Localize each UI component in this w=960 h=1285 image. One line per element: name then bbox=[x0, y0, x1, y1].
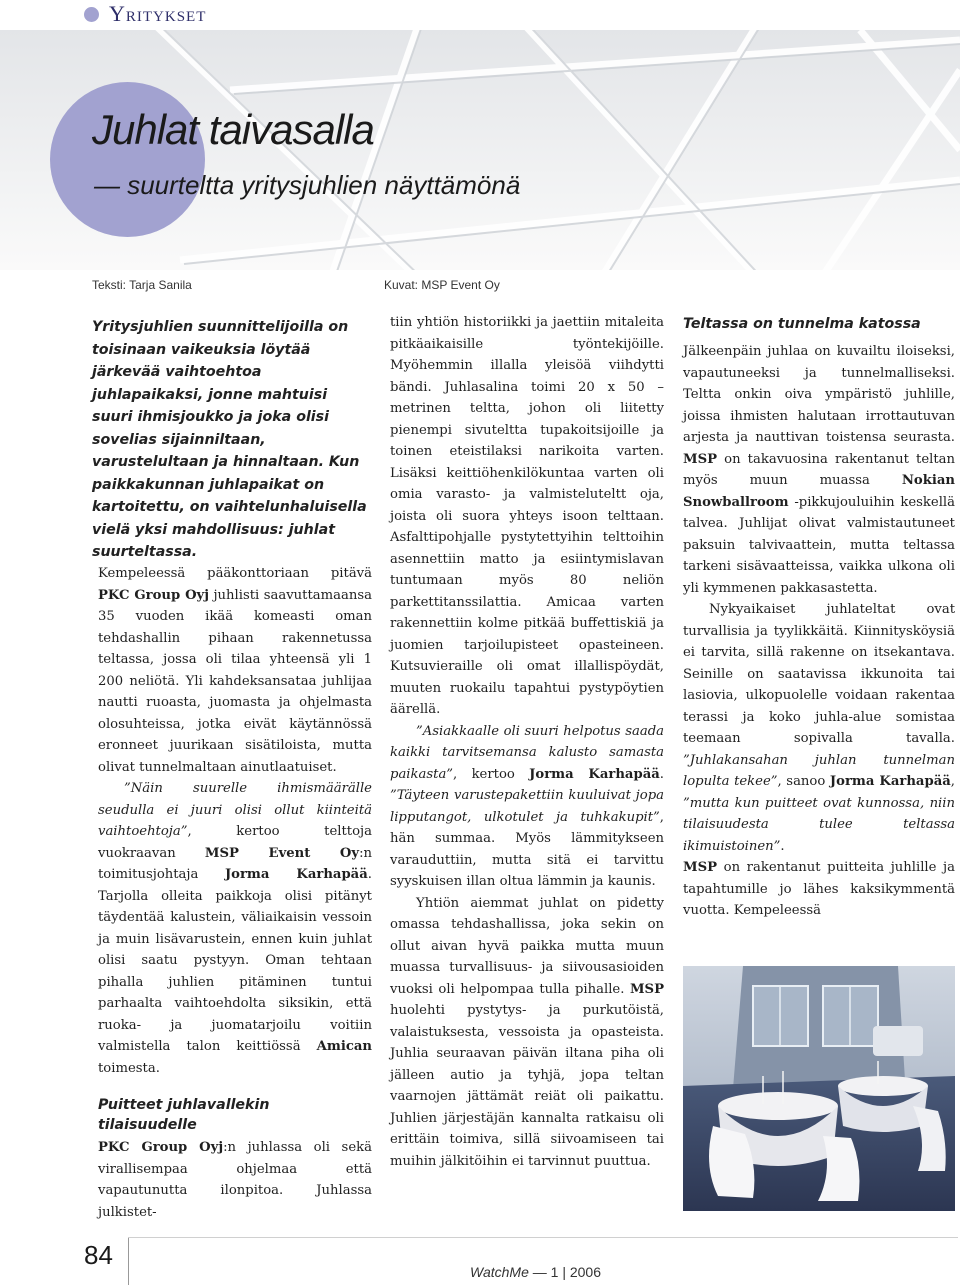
quote: ”Juhlakansahan juhlan tunnelman lopulta tekee” bbox=[683, 752, 955, 789]
issue-number: — 1 | 2006 bbox=[528, 1264, 602, 1280]
page-number-divider bbox=[128, 1237, 129, 1285]
page-number: 84 bbox=[84, 1240, 113, 1270]
quote: ”mutta kun puitteet ovat kunnossa, niin tilaisuudesta tulee teltassa ikimuistoinen” bbox=[683, 795, 955, 854]
body-paragraph: Yhtiön aiemmat juhlat on pidetty omassa tehdashallissa, joka sekin on ollut aivan hyvä paikka mutta muun muassa turvallisuus- ja siivousasioiden vuoksi oli helpompaa tulla pihalle. MSP huolehti pystytys- ja purkutöistä, valaistuksesta, vessoista ja opasteista. Juhlia seuraavan päivän iltana piha oli jälleen autio ja tyhjä, jopa teltan vaarnojen jättämät reiät oli paikattu. Juhlien järjestäjän kannalta ratkaisu oli erittäin toimiva, sillä siivoamiseen tai muihin jälkitöihin ei tarvinnut puuttua. bbox=[390, 895, 664, 1169]
section-subheading: Teltassa on tunnelma katossa bbox=[683, 316, 921, 332]
lead-paragraph: Yritysjuhlien suunnittelijoilla on toisinaan vaikeuksia löytää järkevää vaihtoehtoa juhlapaikaksi, jonne mahtuisi suuri ihmisjoukko ja joka olisi sovelias sijainniltaan, varustelultaan ja hinnaltaan. Kun paikkakunnan juhlapaikat on kartoitettu, on vaihtelunhaluisella vielä yksi mahdollisuus: juhlat suurteltassa. bbox=[92, 319, 367, 560]
magazine-name: WatchMe bbox=[470, 1264, 529, 1280]
section-dot-icon bbox=[84, 7, 99, 22]
body-paragraph: MSP on rakentanut puitteita juhlille ja tapahtumille jo lähes kaksikymmentä vuotta. Kempeleessä bbox=[683, 860, 955, 918]
section-label: Yritykset bbox=[109, 1, 207, 26]
article-column-3 bbox=[683, 341, 955, 922]
body-paragraph: Kempeleessä pääkonttoriaan pitävä PKC Group Oyj juhlisti saavuttamaansa 35 vuoden ikää komeasti oman tehdashallin pihaan rakennetussa teltassa, jossa oli tilaa yhteensä yli 1 200 neliötä. Yli kahdeksansataa juhlijaa nautti ruoasta, juomasta ja ohjelmasta olosuhteissa, jotka eivät käytännössä eronneet juurikaan sisätiloista, mutta olivat tunnelmaltaan ainutlaatuiset. bbox=[98, 566, 372, 775]
section-tag bbox=[84, 2, 206, 26]
body-paragraph: Jälkeenpäin juhlaa on kuvailtu iloiseksi, vapautuneeksi ja tunnelmalliseksi. Teltta onkin oiva ympäristö juhlille, joissa ihmisten halutaan irrottautuvan arjesta ja nauttivan toistensa seurasta. MSP on takavuosina rakentanut teltan myös muun muassa Nokian Snowballroom -pikkujouluihin keskellä talvea. Juhlijat olivat valmistautuneet paksuin talvivaattein, mutta teltassa tarkeni sisävaatteissa, vaikka ulkona oli yli kymmenen pakkasastetta. bbox=[683, 344, 955, 596]
footer-issue bbox=[470, 1264, 601, 1280]
body-paragraph: ”Näin suurelle ihmismäärälle seudulla ei juuri olisi ollut kiinteitä vaihtoehtoja”, kertoo telttoja vuokraavan MSP Event Oy:n toimitusjohtaja Jorma Karhapää. Tarjolla olleita paikkoja olisi pitänyt täydentää kalustein, väliaikaisin vessoin ja muin lisävarustein, ennen kuin juhlat olisi saatu pystyyn. Oman tehtaan pihalla juhlien pitäminen tuntui parhaalta vaihtoehdolta siksikin, että ruoka- ja juomatarjoilu voitiin valmistella talon keittiössä Amican toimesta. bbox=[98, 781, 372, 1076]
photo-credit: Kuvat: MSP Event Oy bbox=[384, 278, 500, 292]
article-column-2 bbox=[390, 312, 664, 1172]
tent-interior-photo bbox=[683, 966, 955, 1211]
author-credit: Teksti: Tarja Sanila bbox=[92, 278, 192, 292]
hero-banner bbox=[0, 30, 960, 270]
section-subheading: Puitteet juhlavallekin tilaisuudelle bbox=[98, 1097, 270, 1133]
quote: ”Näin suurelle ihmismäärälle seudulla ei juuri olisi ollut kiinteitä vaihtoehtoja” bbox=[98, 781, 372, 839]
body-paragraph: ”Asiakkaalle oli suuri helpotus saada kaikki tarvitsemansa kalusto samasta paikasta”, kertoo Jorma Karhapää. ”Täyteen varustepakettiin kuuluivat jopa lipputangot, ulkotulet ja tuhkakupit”, hän summaa. Myös lämmitykseen varauduttiin, mutta sitä ei tarvittu syyskuisen illan oltua lämmin ja kaunis. bbox=[390, 723, 664, 889]
quote: ”Täyteen varustepakettiin kuuluivat jopa lipputangot, ulkotulet ja tuhkakupit” bbox=[390, 788, 664, 825]
body-paragraph: PKC Group Oyj:n juhlassa oli sekä virallisempaa ohjelmaa että vapautunutta ilonpitoa. Juhlassa julkistet- bbox=[98, 1140, 372, 1220]
body-paragraph: tiin yhtiön historiikki ja jaettiin mitaleita pitkäaikaisille työntekijöille. Myöhemmin illalla yleisöä viihdytti bändi. Juhlasalina toimi 20 x 50 – metrinen teltta, johon oli liitetty pienempi sivuteltta tupakoitsijoille ja toinen eteistilaksi narikoita varten. Lisäksi keittiöhenkilökuntaa varten oli omia varasto- ja valmisteluteltt oja, joista oli suora yhteys isoon telttaan. Asfalttipohjalle pystytettyihin telttoihin asennettiin matto ja esiintymislavan tuntumaan myös 80 neliön parkettitanssilattia. Amicaa varten rakennettiin kolme pitkää buffettiskiä ja juomien tarjoilupisteet opasteineen. Kutsuvieraille oli omat illallispöydät, muuten ruokailu tapahtui pystypöytien äärellä. bbox=[390, 315, 664, 717]
page-title: Juhlat taivasalla bbox=[92, 106, 374, 153]
quote: ”Asiakkaalle oli suuri helpotus saada kaikki tarvitsemansa kalusto samasta paikasta” bbox=[390, 723, 664, 782]
footer-rule bbox=[128, 1237, 958, 1238]
page-subtitle: — suurteltta yritysjuhlien näyttämönä bbox=[94, 170, 521, 200]
body-paragraph: Nykyaikaiset juhlateltat ovat turvallisia ja tyylikkäitä. Kiinnitysköysiä ei tarvita, sillä rakenne on itsekantava. Seinille on saatavissa ikkunoita tai lasiovia, ulkopuolelle voidaan rakentaa terassi ja koko juhla-alue somistaa teemaan sopivalla tavalla. ”Juhlakansahan juhlan tunnelman lopulta tekee”, sanoo Jorma Karhapää, ”mutta kun puitteet ovat kunnossa, niin tilaisuudesta tulee teltassa ikimuistoinen”. bbox=[683, 602, 955, 854]
article-column-1 bbox=[98, 563, 372, 1223]
